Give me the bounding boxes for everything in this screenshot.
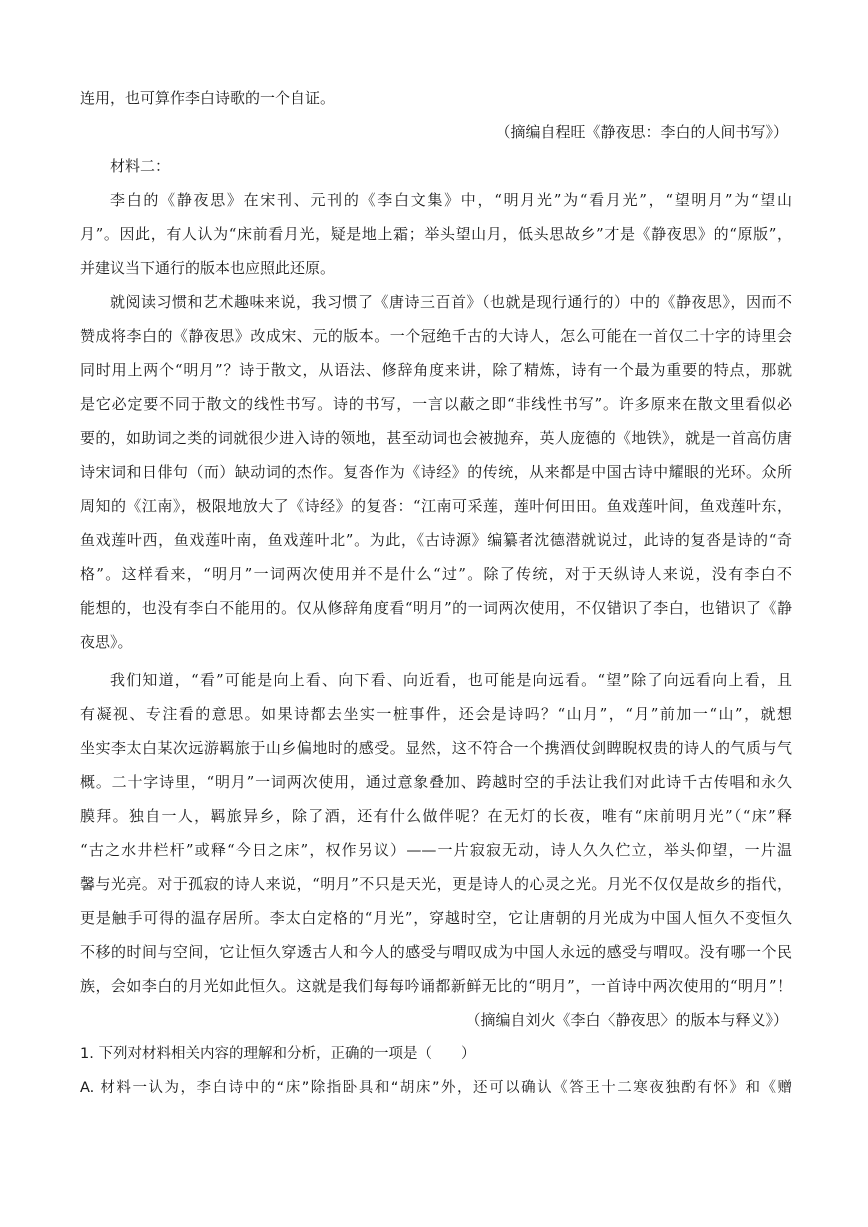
paragraph-line: 更是触手可得的温存居所。李太白定格的“月光”，穿越时空，它让唐朝的月光成为中国人恒久不变恒久 (80, 909, 792, 927)
paragraph-line: 我们知道，“看”可能是向上看、向下看、向近看，也可能是向远看。“望”除了向远看向上看，且 (110, 671, 792, 689)
paragraph-line: 就阅读习惯和艺术趣味来说，我习惯了《唐诗三百首》（也就是现行通行的）中的《静夜思》，因而不 (110, 293, 792, 311)
paragraph-line: 夜思》。 (80, 633, 133, 651)
paragraph-line: 李白的《静夜思》在宋刊、元刊的《李白文集》中，“明月光”为“看月光”，“望明月”为“望山 (110, 191, 792, 209)
paragraph-line: 能想的，也没有李白不能用的。仅从修辞角度看“明月”的一词两次使用，不仅错识了李白，也错识了《静 (80, 599, 792, 617)
paragraph-line: 并建议当下通行的版本也应照此还原。 (80, 259, 336, 277)
section-heading: 材料二： (110, 157, 171, 175)
paragraph-line: 鱼戏莲叶西，鱼戏莲叶南，鱼戏莲叶北”。为此，《古诗源》编纂者沈德潜就说过，此诗的复沓是诗的“奇 (80, 531, 792, 549)
question-stem: 1. 下列对材料相关内容的理解和分析，正确的一项是（ ） (80, 1046, 476, 1062)
paragraph-line: 同时用上两个“明月”？诗于散文，从语法、修辞角度来讲，除了精炼，诗有一个最为重要的特点，那就 (80, 361, 792, 379)
paragraph-line: 有凝视、专注看的意思。如果诗都去坐实一桩事件，还会是诗吗？“山月”，“月”前加一“山”，就想 (80, 705, 792, 723)
paragraph-line: 馨与光亮。对于孤寂的诗人来说，“明月”不只是天光，更是诗人的心灵之光。月光不仅仅是故乡的指代， (80, 875, 792, 893)
paragraph-line: 诗宋词和日俳句（而）缺动词的杰作。复沓作为《诗经》的传统，从来都是中国古诗中耀眼的光环。众所 (80, 463, 792, 481)
source-citation: （摘编自刘火《李白〈静夜思〉的版本与释义》） (465, 1011, 788, 1029)
paragraph-line: 格”。这样看来，“明月”一词两次使用并不是什么“过”。除了传统，对于天纵诗人来说，没有李白不 (80, 565, 792, 583)
paragraph-line: 月”。因此，有人认为“床前看月光，疑是地上霜；举头望山月，低头思故乡”才是《静夜思》的“原版”， (80, 225, 792, 243)
paragraph-line: 坐实李太白某次远游羁旅于山乡偏地时的感受。显然，这不符合一个携酒仗剑睥睨权贵的诗人的气质与气 (80, 739, 792, 757)
paragraph-line: 概。二十字诗里，“明月”一词两次使用，通过意象叠加、跨越时空的手法让我们对此诗千古传唱和永久 (80, 773, 792, 791)
paragraph-line: 族，会如李白的月光如此恒久。这就是我们每每吟诵都新鲜无比的“明月”，一首诗中两次使用的“明月”！ (80, 977, 792, 995)
paragraph-line: 膜拜。独自一人，羁旅异乡，除了酒，还有什么做伴呢？在无灯的长夜，唯有“床前明月光”（“床”释 (80, 807, 792, 825)
paragraph-line: 是它必定要不同于散文的线性书写。诗的书写，一言以蔽之即“非线性书写”。许多原来在散文里看似必 (80, 395, 792, 413)
paragraph-line: 周知的《江南》，极限地放大了《诗经》的复沓：“江南可采莲，莲叶何田田。鱼戏莲叶间，鱼戏莲叶东， (80, 497, 792, 515)
source-citation: （摘编自程旺《静夜思：李白的人间书写》） (495, 123, 788, 141)
paragraph-line: 赞成将李白的《静夜思》改成宋、元的版本。一个冠绝千古的大诗人，怎么可能在一首仅二十字的诗里会 (80, 327, 792, 345)
answer-option-a: A. 材料一认为，李白诗中的“床”除指卧具和“胡床”外，还可以确认《答王十二寒夜独酌有怀》和《赠 (80, 1080, 792, 1096)
paragraph-line: 要的，如助词之类的词就很少进入诗的领地，甚至动词也会被抛弃，英人庞德的《地铁》，就是一首高仿唐 (80, 429, 792, 447)
paragraph-line: 连用，也可算作李白诗歌的一个自证。 (80, 89, 336, 107)
paragraph-line: “古之水井栏杆”或释“今日之床”，权作另议）——一片寂寂无动，诗人久久伫立，举头仰望，一片温 (80, 841, 792, 859)
paragraph-line: 不移的时间与空间，它让恒久穿透古人和今人的感受与喟叹成为中国人永远的感受与喟叹。没有哪一个民 (80, 943, 792, 961)
